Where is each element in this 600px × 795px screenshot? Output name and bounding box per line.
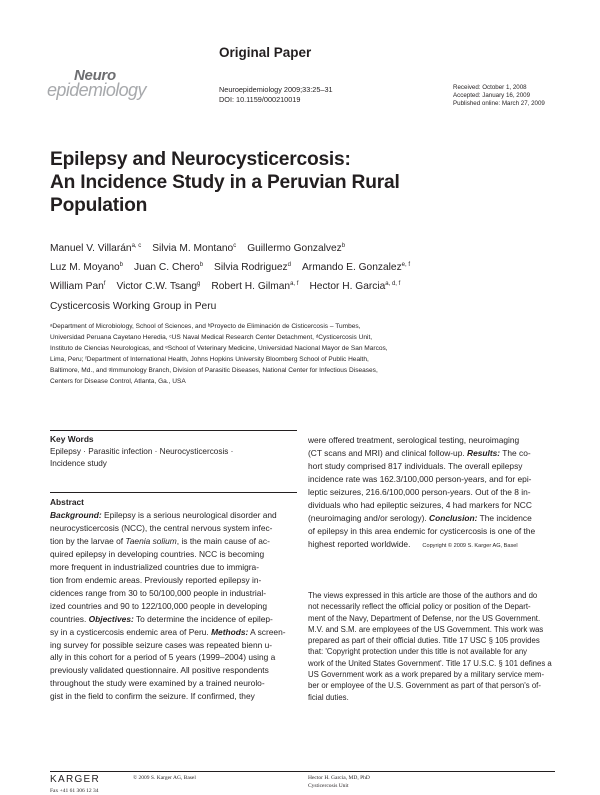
author-affiliation-marker: b xyxy=(119,262,123,269)
abstract-text: neurocysticercosis (NCC), the central nervous system infec- xyxy=(50,522,273,533)
abstract-copyright: Copyright © 2009 S. Karger AG, Basel xyxy=(422,542,518,549)
abstract-text: quired epilepsy in developing countries. NCC is becoming xyxy=(50,548,265,559)
author-affiliation-marker: g xyxy=(197,281,201,288)
abstract-line xyxy=(308,447,553,460)
published-date: Published online: March 27, 2009 xyxy=(453,100,545,107)
abstract-text: sy in a cysticercosis endemic area of Peru. xyxy=(50,626,212,637)
abstract-text: gist in the field to confirm the seizure. If confirmed, they xyxy=(50,691,255,702)
author-affiliation-marker: b xyxy=(199,262,204,269)
author-affiliation-marker: a, c xyxy=(131,243,142,249)
title-line: Population xyxy=(50,195,148,216)
abstract-line xyxy=(50,639,297,652)
author-affiliation-marker: d xyxy=(287,262,291,269)
abstract-line xyxy=(308,512,553,525)
abstract-text: A screen- xyxy=(248,626,286,637)
article-title xyxy=(50,148,430,217)
author-name xyxy=(211,281,298,292)
abstract-line xyxy=(308,460,553,473)
author-line xyxy=(50,277,500,296)
journal-logo-line2: epidemiology xyxy=(47,80,146,100)
affiliation-line: Universidad Peruana Cayetano Heredia, ᶜUS Naval Medical Research Center Detachment, ᵈCysticercosis Unit, xyxy=(50,334,373,342)
author-line xyxy=(50,239,500,258)
disclaimer-line: work of the United States Government'. Title 17 U.S.C. § 101 defines a xyxy=(308,658,552,668)
disclaimer xyxy=(308,590,558,703)
disclaimer-line: that: 'Copyright protection under this title is not available for any xyxy=(308,647,528,657)
abstract-line xyxy=(308,486,553,499)
title-line: An Incidence Study in a Peruvian Rural xyxy=(50,172,400,193)
footer-copyright xyxy=(133,774,196,782)
abstract-text: dividuals who had epileptic seizures, 4 had markers for NCC xyxy=(308,499,532,510)
abstract-line xyxy=(308,525,553,538)
author-name xyxy=(116,281,200,292)
abstract-section-label: Objectives: xyxy=(88,613,134,624)
disclaimer-line: M.V. and S.M. are employees of the US Government. This work was xyxy=(308,624,544,634)
corresponding-author xyxy=(308,774,370,790)
abstract-line xyxy=(50,664,297,677)
abstract-text: Taenia solium xyxy=(125,535,177,546)
abstract-line xyxy=(50,522,297,535)
keywords-heading: Key Words xyxy=(50,434,94,444)
abstract-line xyxy=(308,538,553,553)
author-name-text: Manuel V. Villarán xyxy=(50,243,132,254)
author-name-text: Victor C.W. Tsang xyxy=(116,281,198,293)
author-affiliation-marker: c xyxy=(233,243,237,249)
author-name xyxy=(50,281,105,292)
abstract-line xyxy=(308,499,553,512)
keywords-rule xyxy=(50,430,297,431)
author-line xyxy=(50,297,500,316)
abstract-text: (CT scans and MRI) and clinical follow-up. xyxy=(308,447,468,458)
corresponding-author-unit: Cysticercosis Unit xyxy=(308,783,349,789)
abstract-left-column xyxy=(50,509,297,703)
affiliations xyxy=(50,321,555,388)
doi: DOI: 10.1159/000210019 xyxy=(219,95,301,104)
disclaimer-line: The views expressed in this article are those of the authors and do xyxy=(308,591,538,600)
abstract-line xyxy=(50,548,297,561)
abstract-text: ing survey for possible seizure cases was repeated bienn u- xyxy=(50,639,273,650)
abstract-text: ally in this cohort for a period of 5 years (1999–2004) using a xyxy=(50,652,276,663)
author-name-text: Guillermo Gonzalvez xyxy=(247,243,342,254)
abstract-line xyxy=(50,690,297,703)
abstract-text: leptic seizures, 216.6/100,000 person-years. Out of the 8 in- xyxy=(308,486,531,497)
disclaimer-line: ficial duties. xyxy=(308,692,349,702)
abstract-section-label: Results: xyxy=(467,447,501,458)
author-name xyxy=(50,301,216,312)
abstract-line xyxy=(50,651,297,664)
abstract-section-label: Background: xyxy=(50,510,102,520)
author-name xyxy=(152,243,236,254)
abstract-text: , is the main cause of ac- xyxy=(176,535,270,546)
abstract-line xyxy=(50,677,297,690)
author-name xyxy=(50,262,123,273)
abstract-line xyxy=(50,613,297,626)
abstract-right-column xyxy=(308,434,553,553)
abstract-line xyxy=(50,574,297,587)
footer-fax: Fax +41 61 306 12 34 xyxy=(50,788,99,794)
abstract-text: previously validated questionnaire. All positive respondents xyxy=(50,665,269,676)
author-affiliation-marker: f xyxy=(103,281,106,288)
author-name-text: Armando E. Gonzalez xyxy=(302,262,402,274)
author-name-text: William Pan xyxy=(50,281,104,293)
abstract-text: The incidence xyxy=(477,512,532,523)
disclaimer-line: US Government work as a work prepared by a military service mem- xyxy=(308,670,545,680)
disclaimer-line: not necessarily reflect the official policy or position of the Depart- xyxy=(308,602,531,612)
abstract-text: ized countries and 90 to 122/100,000 people in developing xyxy=(50,600,267,611)
journal-citation: Neuroepidemiology 2009;33:25–31 xyxy=(219,85,333,94)
footer-rule xyxy=(50,771,555,772)
corresponding-author-name: Hector H. Garcia, MD, PhD xyxy=(308,775,370,781)
affiliation-line: Lima, Peru; ᶠDepartment of International Health, Johns Hopkins University Bloomberg School of Public Health, xyxy=(50,356,369,364)
author-name-text: Silvia Rodriguez xyxy=(214,262,288,274)
publisher-logo: KARGER xyxy=(50,774,101,785)
abstract-line xyxy=(50,600,297,613)
abstract-text: hort study comprised 817 individuals. The overall epilepsy xyxy=(308,460,523,471)
article-type-label: Original Paper xyxy=(219,45,312,60)
abstract-line xyxy=(50,535,297,548)
accepted-date: Accepted: January 16, 2009 xyxy=(453,92,531,99)
abstract-text: highest reported worldwide. xyxy=(308,538,411,549)
author-name xyxy=(134,262,203,273)
disclaimer-line: prepared as part of their official duties. Title 17 USC § 105 provides xyxy=(308,636,540,646)
author-name xyxy=(247,243,345,254)
abstract-text: cidences range from 30 to 50/100,000 people in industrial- xyxy=(50,587,267,598)
keywords-line: Epilepsy · Parasitic infection · Neurocysticercosis · xyxy=(50,447,234,456)
author-list xyxy=(50,239,500,316)
abstract-rule xyxy=(50,492,297,493)
abstract-line xyxy=(50,561,297,574)
author-name-text: Silvia M. Montano xyxy=(152,243,234,254)
abstract-text: tion from endemic areas. Previously reported epilepsy in- xyxy=(50,574,262,585)
affiliation-line: ᵃDepartment of Microbiology, School of Sciences, and ᵇProyecto de Eliminación de Cisticercosis – Tumbes, xyxy=(50,323,361,330)
author-name xyxy=(302,262,410,273)
received-date: Received: October 1, 2008 xyxy=(453,84,527,91)
disclaimer-line: ber or employee of the U.S. Government as part of that person's of- xyxy=(308,681,541,691)
author-affiliation-marker: a, d, f xyxy=(385,281,401,288)
affiliation-line: Centers for Disease Control, Atlanta, Ga., USA xyxy=(50,378,186,386)
abstract-line xyxy=(50,587,297,600)
author-name xyxy=(214,262,291,273)
affiliation-line: Baltimore, Md., and ᵍImmunology Branch, Division of Parasitic Diseases, National Center for Infectious Diseases, xyxy=(50,367,378,375)
author-affiliation-marker: e, f xyxy=(401,262,411,269)
author-line xyxy=(50,258,500,277)
abstract-text: tion by the larvae of xyxy=(50,535,126,546)
author-name-text: Juan C. Chero xyxy=(134,262,200,274)
journal-logo xyxy=(47,67,162,103)
abstract-text: more frequent in industrialized countries due to immigra- xyxy=(50,561,260,572)
title-line: Epilepsy and Neurocysticercosis: xyxy=(50,149,351,170)
abstract-text: To determine the incidence of epilep- xyxy=(133,613,273,624)
abstract-text: (neuroimaging and/or serology). xyxy=(308,512,430,523)
author-name-text: Hector H. Garcia xyxy=(309,281,386,293)
abstract-text: Epilepsy is a serious neurological disorder and xyxy=(101,510,277,520)
abstract-text: countries. xyxy=(50,613,89,624)
keywords-line: Incidence study xyxy=(50,459,107,468)
abstract-text: throughout the study were examined by a trained neurolo- xyxy=(50,678,265,689)
author-name-text: Robert H. Gilman xyxy=(211,281,291,293)
journal-logo-line1: Neuro xyxy=(74,67,116,84)
abstract-heading: Abstract xyxy=(50,497,84,507)
abstract-text: incidence rate was 162.3/100,000 person-years, and for epi- xyxy=(308,473,532,484)
abstract-line xyxy=(308,434,553,447)
author-affiliation-marker: b xyxy=(341,243,346,249)
abstract-text: were offered treatment, serological testing, neuroimaging xyxy=(308,435,520,445)
publisher-contact xyxy=(50,787,98,795)
author-affiliation-marker: a, f xyxy=(290,281,299,288)
abstract-text: The co- xyxy=(500,447,531,458)
author-name xyxy=(50,243,141,254)
abstract-text: of epilepsy in this area endemic for cysticercosis is one of the xyxy=(308,525,536,536)
footer-copyright-line: © 2009 S. Karger AG, Basel xyxy=(133,775,196,781)
disclaimer-line: ment of the Navy, Department of Defense, nor the US Government. xyxy=(308,613,541,623)
abstract-section-label: Methods: xyxy=(211,626,249,637)
abstract-section-label: Conclusion: xyxy=(429,512,478,523)
author-name-text: Luz M. Moyano xyxy=(50,262,120,274)
abstract-line xyxy=(50,626,297,639)
author-name-text: Cysticercosis Working Group in Peru xyxy=(50,300,217,312)
author-name xyxy=(309,281,400,292)
abstract-line xyxy=(308,473,553,486)
affiliation-line: Instituto de Ciencias Neurologicas, and ᵉSchool of Veterinary Medicine, Universidad Nacional Mayor de San Marcos, xyxy=(50,345,388,353)
abstract-line xyxy=(50,509,297,522)
